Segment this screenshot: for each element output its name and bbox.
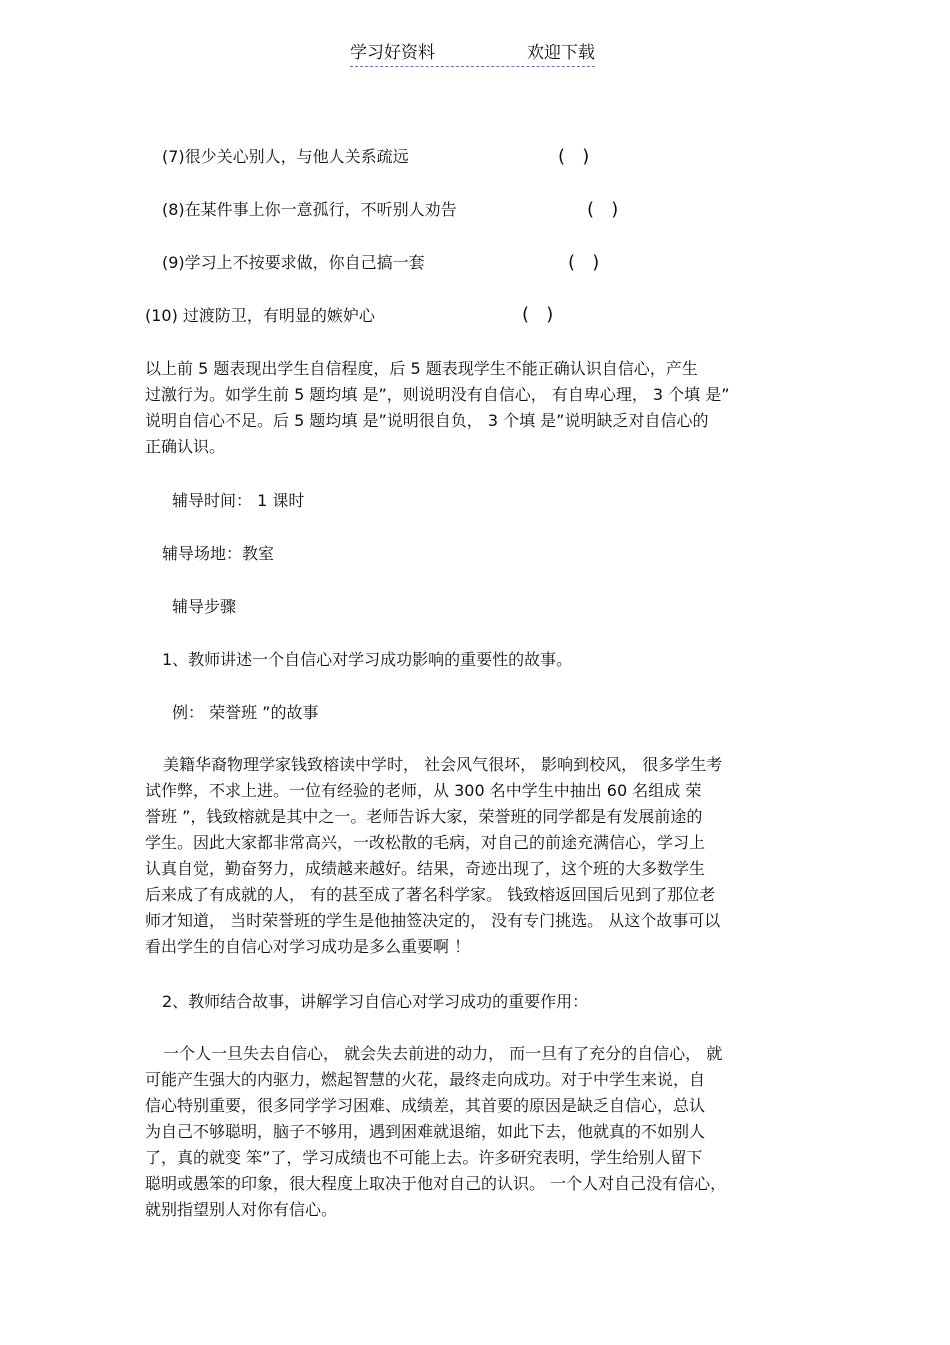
counseling-place: 辅导场地：教室 — [162, 544, 275, 563]
header-left-text: 学习好资料 — [350, 43, 435, 63]
summary-line: 说明自信心不足。后 5 题均填 是”说明很自负， 3 个填 是”说明缺乏对自信心的 — [145, 411, 709, 430]
step-1: 1、教师讲述一个自信心对学习成功影响的重要性的故事。 — [162, 650, 573, 669]
step-2: 2、教师结合故事，讲解学习自信心对学习成功的重要作用： — [162, 992, 589, 1011]
explanation-line: 了，真的就变 笨”了，学习成绩也不可能上去。许多研究表明，学生给别人留下 — [145, 1148, 703, 1167]
explanation-line: 就别指望别人对你有信心。 — [145, 1200, 338, 1219]
explanation-line: 一个人一旦失去自信心， 就会失去前进的动力， 而一旦有了充分的自信心， 就 — [163, 1044, 723, 1063]
question-10-blank: ( ) — [522, 304, 554, 325]
question-8-blank: ( ) — [587, 199, 619, 220]
summary-line: 以上前 5 题表现出学生自信程度，后 5 题表现学生不能正确认识自信心，产生 — [145, 359, 698, 378]
story-line: 誉班 ”，钱致榕就是其中之一。老师告诉大家，荣誉班的同学都是有发展前途的 — [145, 807, 703, 826]
page-header — [350, 42, 595, 67]
story-line: 师才知道， 当时荣誉班的学生是他抽签决定的， 没有专门挑选。 从这个故事可以 — [145, 911, 721, 930]
story-paragraph — [145, 752, 722, 960]
story-line: 后来成了有成就的人， 有的甚至成了著名科学家。 钱致榕返回国后见到了那位老 — [145, 885, 716, 904]
explanation-line: 信心特别重要，很多同学学习困难、成绩差，其首要的原因是缺乏自信心，总认 — [145, 1096, 706, 1115]
counseling-steps-heading: 辅导步骤 — [172, 597, 237, 616]
story-line: 认真自觉，勤奋努力，成绩越来越好。结果，奇迹出现了，这个班的大多数学生 — [145, 859, 706, 878]
story-line: 美籍华裔物理学家钱致榕读中学时， 社会风气很坏， 影响到校风， 很多学生考 — [163, 755, 723, 774]
question-7-blank: ( ) — [558, 146, 590, 167]
example-title: 例： 荣誉班 ”的故事 — [172, 703, 319, 722]
explanation-line: 聪明或愚笨的印象，很大程度上取决于他对自己的认识。 一个人对自己没有信心， — [145, 1174, 727, 1193]
summary-line: 正确认识。 — [145, 437, 226, 456]
explanation-line: 可能产生强大的内驱力，燃起智慧的火花，最终走向成功。对于中学生来说，自 — [145, 1070, 706, 1089]
question-8-text: (8)在某件事上你一意孤行，不听别人劝告 — [162, 200, 457, 219]
question-7-text: (7)很少关心别人，与他人关系疏远 — [162, 147, 409, 166]
question-9-blank: ( ) — [568, 252, 600, 273]
question-9-text: (9)学习上不按要求做，你自己搞一套 — [162, 253, 425, 272]
story-line: 学生。因此大家都非常高兴，一改松散的毛病，对自己的前途充满信心，学习上 — [145, 833, 706, 852]
explanation-line: 为自己不够聪明，脑子不够用，遇到困难就退缩，如此下去，他就真的不如别人 — [145, 1122, 706, 1141]
counseling-time: 辅导时间： 1 课时 — [172, 491, 305, 510]
summary-paragraph — [145, 356, 730, 460]
story-line: 看出学生的自信心对学习成功是多么重要啊 ！ — [145, 937, 471, 956]
summary-line: 过激行为。如学生前 5 题均填 是”，则说明没有自信心， 有自卑心理， 3 个填 是” — [145, 385, 730, 404]
story-line: 试作弊，不求上进。一位有经验的老师，从 300 名中学生中抽出 60 名组成 荣 — [145, 781, 702, 800]
header-right-text: 欢迎下载 — [527, 43, 595, 63]
question-10-text: (10) 过渡防卫，有明显的嫉妒心 — [145, 306, 375, 325]
explanation-paragraph — [145, 1041, 726, 1223]
